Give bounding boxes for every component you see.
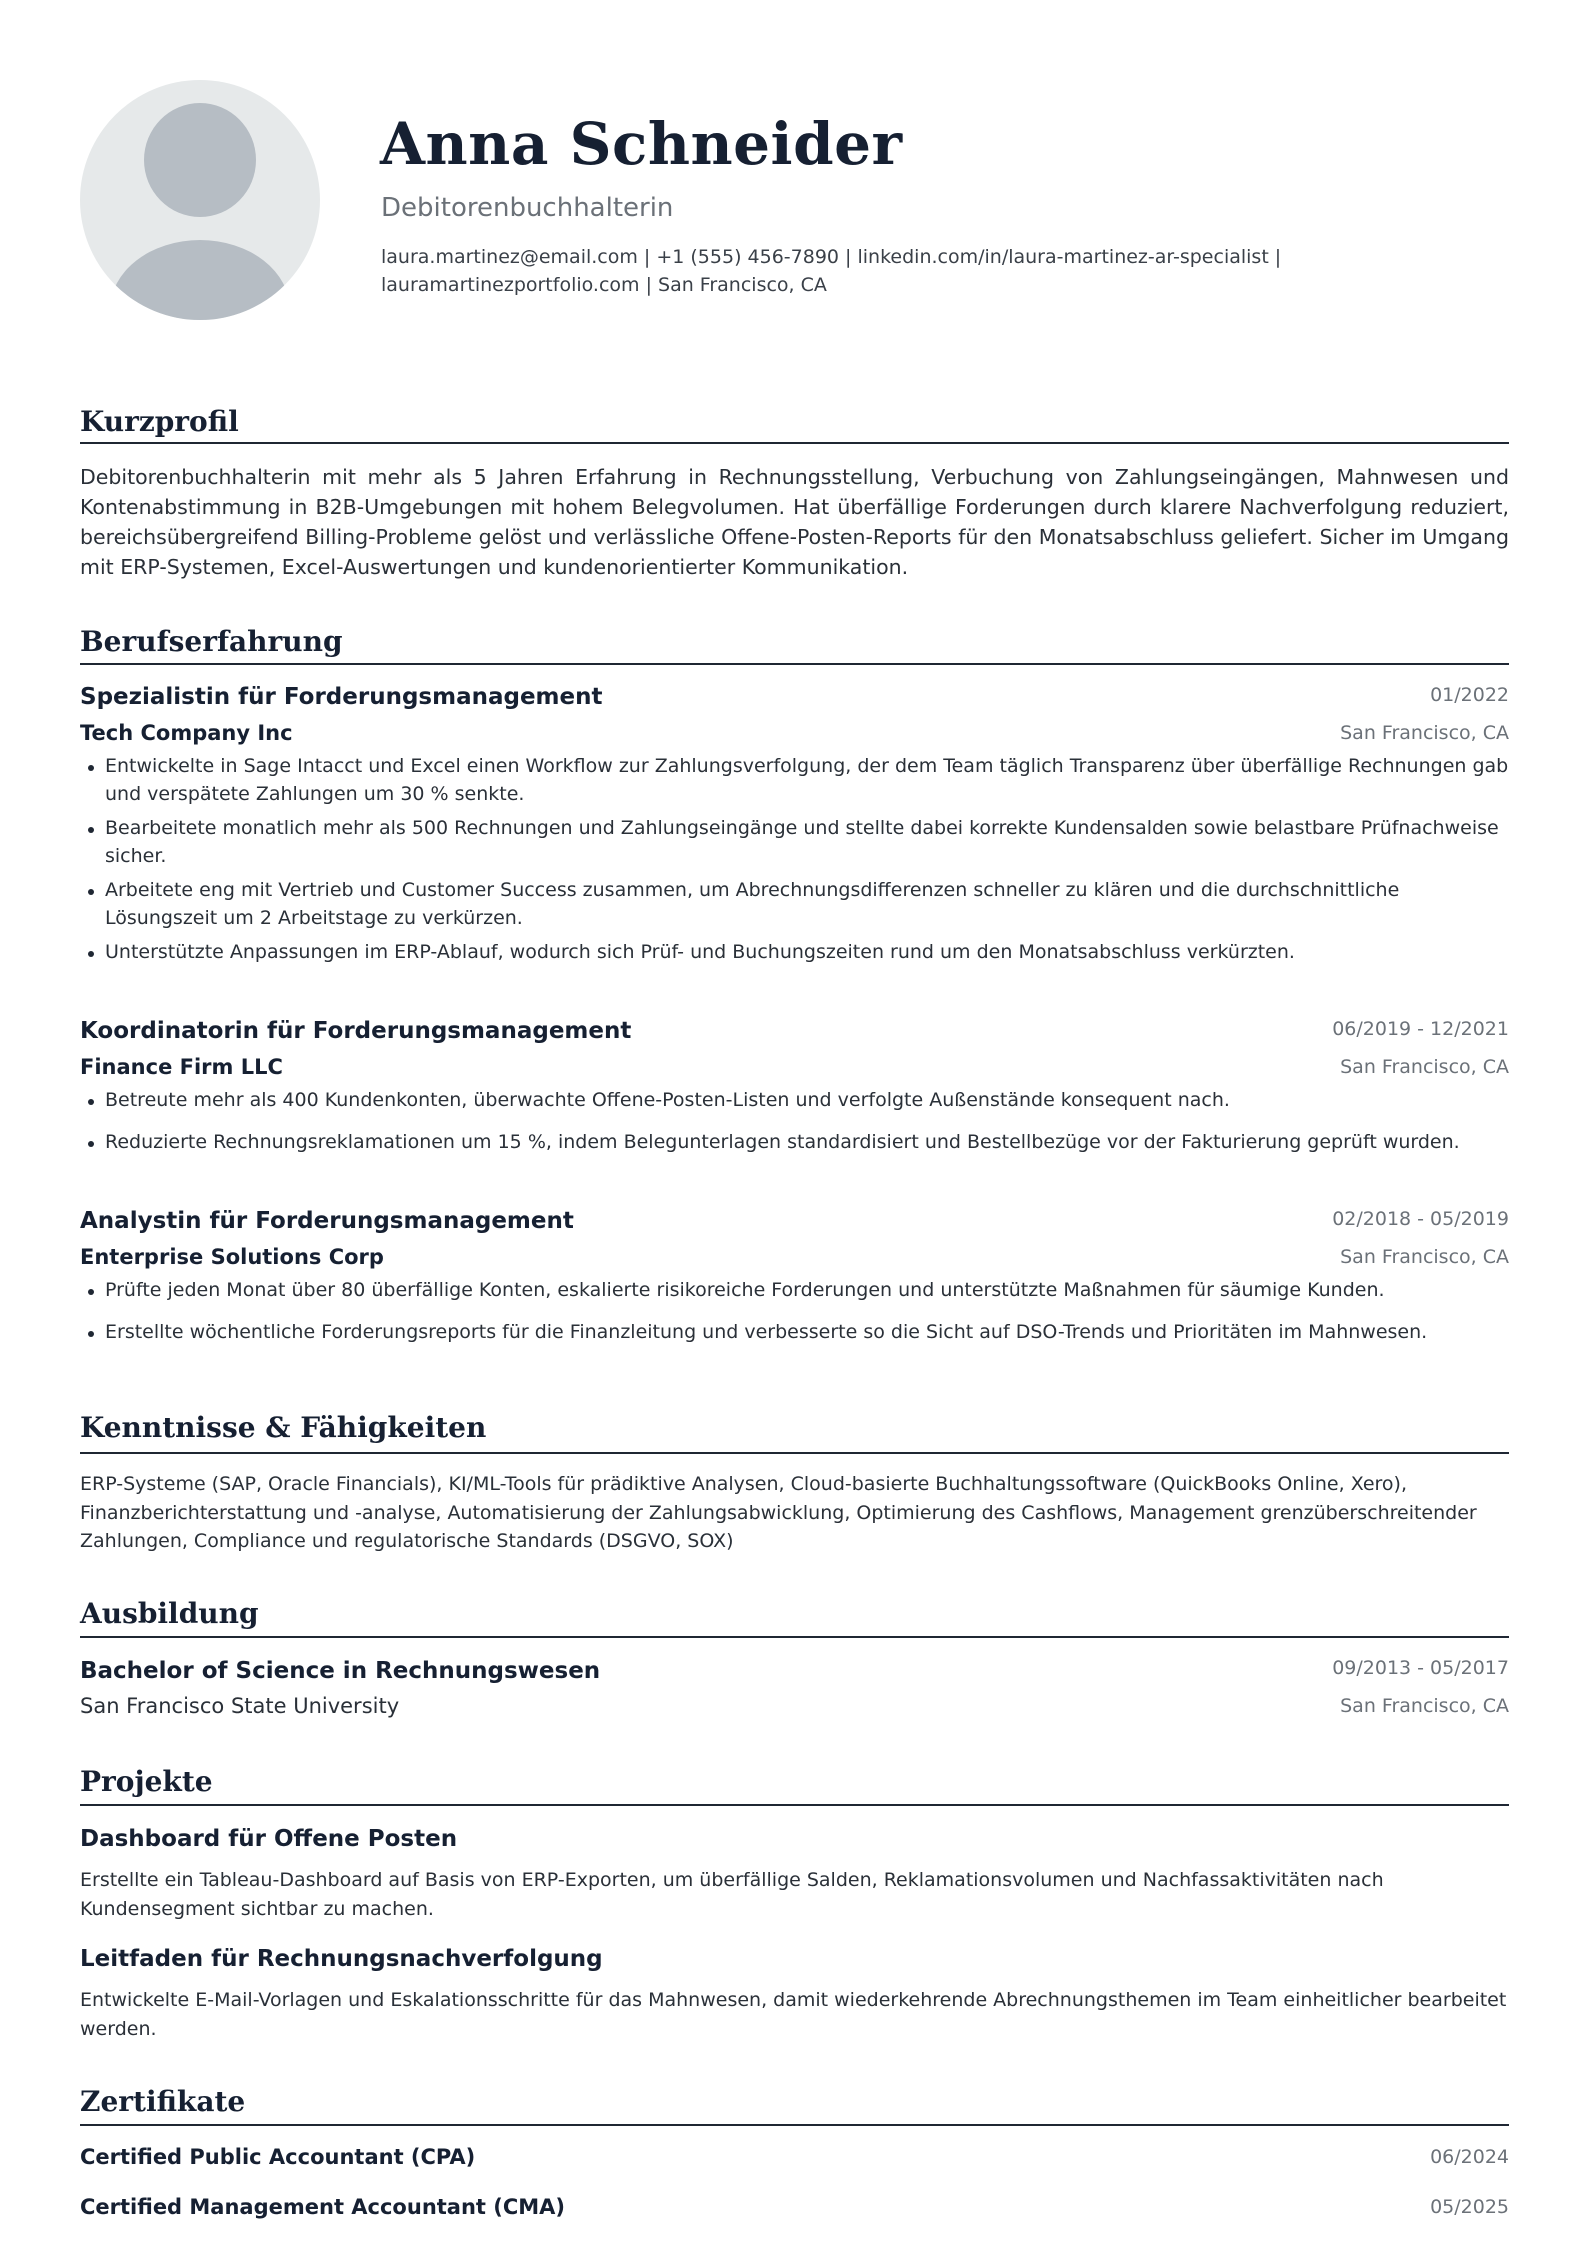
certificate-date: 05/2025 [1430, 2196, 1509, 2218]
section-title-projects: Projekte [80, 1765, 213, 1798]
project-description: Entwickelte E-Mail-Vorlagen und Eskalationsschritte für das Mahnwesen, damit wiederkehrende Abrechnungsthemen im Team einheitlicher bearbeitet werden. [80, 1989, 1507, 2040]
section-title-certificates: Zertifikate [80, 2085, 246, 2118]
bullet-dot [88, 951, 94, 957]
bullet-dot [88, 889, 94, 895]
section-divider [80, 1636, 1509, 1638]
project-description: Erstellte ein Tableau-Dashboard auf Basis von ERP-Exporten, um überfällige Salden, Reklamationsvolumen und Nachfassaktivitäten nach Kundensegment sichtbar zu machen. [80, 1869, 1384, 1920]
project-title: Leitfaden für Rechnungsnachverfolgung [80, 1946, 603, 1972]
project-title: Dashboard für Offene Posten [80, 1826, 458, 1852]
bullet-dot [88, 827, 94, 833]
education-date: 09/2013 - 05/2017 [1332, 1657, 1509, 1679]
list-item: Reduzierte Rechnungsreklamationen um 15 %, indem Belegunterlagen standardisiert und Bestellbezüge vor der Fakturierung geprüft wurden. [80, 1128, 1509, 1156]
section-divider [80, 442, 1509, 444]
bullet-dot [88, 765, 94, 771]
section-title-experience: Berufserfahrung [80, 625, 343, 658]
job-bullet-list [80, 1276, 1509, 1346]
list-item: Erstellte wöchentliche Forderungsreports für die Finanzleitung und verbesserte so die Sicht auf DSO-Trends und Prioritäten im Mahnwesen. [80, 1318, 1509, 1346]
certificate-date: 06/2024 [1430, 2146, 1509, 2168]
education-school: San Francisco State University [80, 1694, 400, 1718]
section-divider [80, 2124, 1509, 2126]
bullet-dot [88, 1141, 94, 1147]
candidate-role: Debitorenbuchhalterin [381, 193, 674, 223]
section-title-education: Ausbildung [80, 1597, 259, 1630]
list-item: Prüfte jeden Monat über 80 überfällige Konten, eskalierte risikoreiche Forderungen und unterstützte Maßnahmen für säumige Kunden. [80, 1276, 1509, 1304]
job-company: Enterprise Solutions Corp [80, 1245, 384, 1269]
job-company: Finance Firm LLC [80, 1055, 283, 1079]
bullet-dot [88, 1099, 94, 1105]
job-company: Tech Company Inc [80, 721, 293, 745]
job-bullet-list [80, 752, 1509, 966]
section-title-skills: Kenntnisse & Fähigkeiten [80, 1411, 487, 1444]
contact-line-1: laura.martinez@email.com | +1 (555) 456-7890 | linkedin.com/in/laura-martinez-ar-specialist | [381, 246, 1282, 268]
contact-info [381, 243, 1341, 299]
job-title: Koordinatorin für Forderungsmanagement [80, 1018, 632, 1044]
list-item: Arbeitete eng mit Vertrieb und Customer Success zusammen, um Abrechnungsdifferenzen schneller zu klären und die durchschnittliche Lösungszeit um 2 Arbeitstage zu verkürzen. [80, 876, 1509, 932]
section-title-summary: Kurzprofil [80, 405, 239, 438]
section-divider [80, 1452, 1509, 1454]
list-item: Bearbeitete monatlich mehr als 500 Rechnungen und Zahlungseingänge und stellte dabei korrekte Kundensalden sowie belastbare Prüfnachweise sicher. [80, 814, 1509, 870]
job-location: San Francisco, CA [1340, 1056, 1509, 1078]
avatar-placeholder-icon [80, 80, 320, 320]
job-title: Analystin für Forderungsmanagement [80, 1208, 574, 1234]
job-date: 01/2022 [1430, 684, 1509, 706]
contact-line-2: lauramartinezportfolio.com | San Francisco, CA [381, 274, 827, 296]
job-title: Spezialistin für Forderungsmanagement [80, 684, 603, 710]
bullet-dot [88, 1289, 94, 1295]
job-date: 06/2019 - 12/2021 [1332, 1018, 1509, 1040]
avatar-head-shape [144, 103, 256, 217]
section-divider [80, 1804, 1509, 1806]
list-item: Unterstützte Anpassungen im ERP-Ablauf, wodurch sich Prüf- und Buchungszeiten rund um den Monatsabschluss verkürzten. [80, 938, 1509, 966]
list-item: Entwickelte in Sage Intacct und Excel einen Workflow zur Zahlungsverfolgung, der dem Team täglich Transparenz über überfällige Rechnungen gab und verspätete Zahlungen um 30 % senkte. [80, 752, 1509, 808]
avatar-body-shape [110, 240, 290, 320]
job-bullet-list [80, 1086, 1509, 1156]
job-location: San Francisco, CA [1340, 1246, 1509, 1268]
bullet-dot [88, 1331, 94, 1337]
education-degree: Bachelor of Science in Rechnungswesen [80, 1658, 601, 1684]
summary-text: Debitorenbuchhalterin mit mehr als 5 Jahren Erfahrung in Rechnungsstellung, Verbuchung von Zahlungseingängen, Mahnwesen und Kontenabstimmung in B2B-Umgebungen mit hohem Belegvolumen. Hat überfällige Forderungen durch klarere Nachverfolgung reduziert, bereichsübergreifend Billing-Probleme gelöst und verlässliche Offene-Posten-Reports für den Monatsabschluss geliefert. Sicher im Umgang mit ERP-Systemen, Excel-Auswertungen und kundenorientierter Kommunikation. [80, 465, 1509, 579]
list-item: Betreute mehr als 400 Kundenkonten, überwachte Offene-Posten-Listen und verfolgte Außenstände konsequent nach. [80, 1086, 1509, 1114]
candidate-name: Anna Schneider [380, 110, 903, 178]
section-divider [80, 663, 1509, 665]
education-location: San Francisco, CA [1340, 1695, 1509, 1717]
certificate-title: Certified Public Accountant (CPA) [80, 2145, 476, 2169]
job-date: 02/2018 - 05/2019 [1332, 1208, 1509, 1230]
skills-text: ERP-Systeme (SAP, Oracle Financials), KI/ML-Tools für prädiktive Analysen, Cloud-basierte Buchhaltungssoftware (QuickBooks Online, Xero), Finanzberichterstattung und -analyse, Automatisierung der Zahlungsabwicklung, Optimierung des Cashflows, Management grenzüberschreitender Zahlungen, Compliance und regulatorische Standards (DSGVO, SOX) [80, 1473, 1477, 1552]
job-location: San Francisco, CA [1340, 722, 1509, 744]
certificate-title: Certified Management Accountant (CMA) [80, 2195, 566, 2219]
